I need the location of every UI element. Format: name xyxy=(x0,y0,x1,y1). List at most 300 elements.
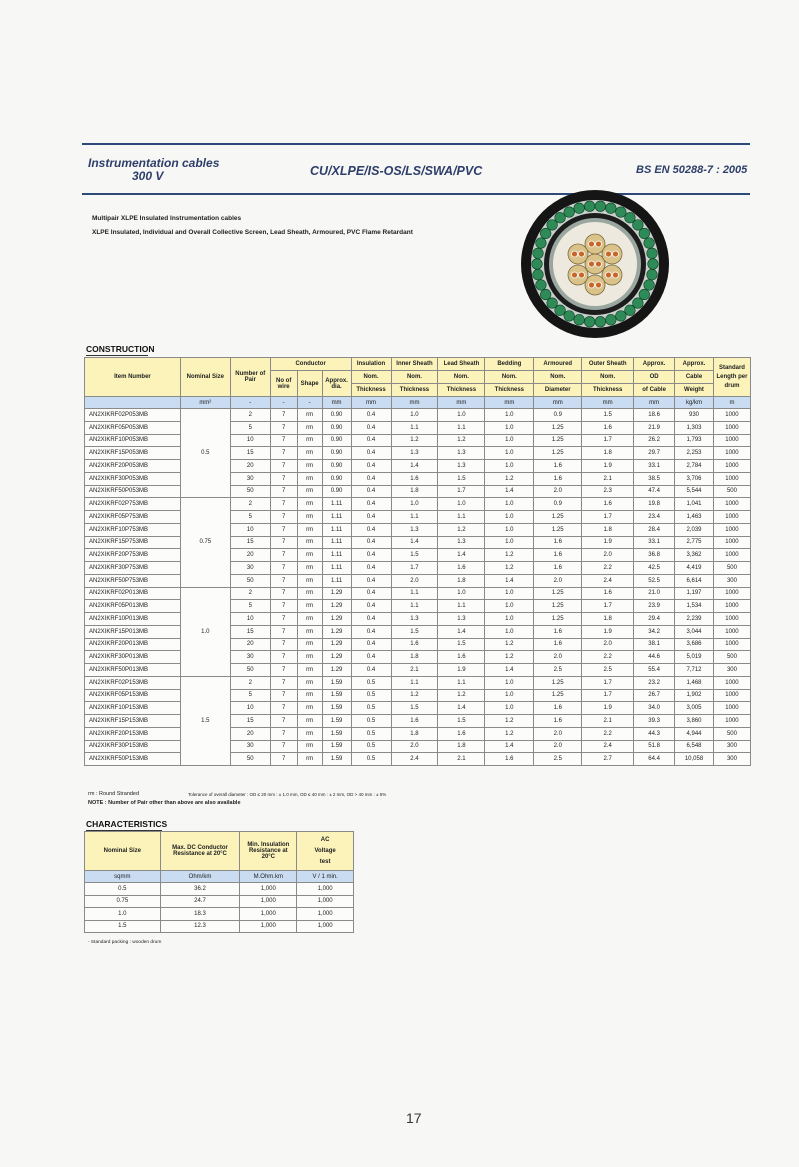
table-cell: 1000 xyxy=(713,600,750,613)
armour-wire xyxy=(606,314,617,325)
table-cell: 0.4 xyxy=(351,460,391,473)
table-cell: 1.0 xyxy=(485,447,534,460)
header-nom: Nom. xyxy=(391,371,438,384)
conductor-core xyxy=(596,282,602,288)
armour-wire xyxy=(574,203,585,214)
table-cell: 2.1 xyxy=(391,664,438,677)
table-cell: 0.5 xyxy=(351,753,391,766)
header-approx-od: Approx. xyxy=(634,358,675,371)
conductor-core xyxy=(613,272,619,278)
table-cell: 0.4 xyxy=(351,613,391,626)
table-cell: 2.5 xyxy=(582,664,634,677)
table-cell: 4,944 xyxy=(675,727,714,740)
table-cell: 1.9 xyxy=(582,625,634,638)
table-cell: 1.4 xyxy=(438,549,485,562)
table-cell: 44.3 xyxy=(634,727,675,740)
char-header-insulation-resistance: Min. Insulation Resistance at 20°C xyxy=(240,832,297,871)
table-cell: 5 xyxy=(230,421,270,434)
table-cell: 2 xyxy=(230,409,270,422)
table-cell: 0.4 xyxy=(351,625,391,638)
unit-cell: kg/km xyxy=(675,397,714,409)
table-cell: 1.2 xyxy=(485,715,534,728)
table-cell: 1.8 xyxy=(391,651,438,664)
table-cell: 33.1 xyxy=(634,536,675,549)
table-cell: rm xyxy=(297,409,322,422)
unit-cell: mm xyxy=(351,397,391,409)
table-cell: 1.6 xyxy=(582,498,634,511)
table-cell: rm xyxy=(297,421,322,434)
header-nom: Nom. xyxy=(351,371,391,384)
table-cell: 2.2 xyxy=(582,651,634,664)
table-cell: 2.0 xyxy=(391,574,438,587)
table-cell: 1.6 xyxy=(534,702,582,715)
header-approx-dia: Approx. dia. xyxy=(322,371,351,397)
table-cell: rm xyxy=(297,689,322,702)
table-cell: 20 xyxy=(230,727,270,740)
table-cell: 2.0 xyxy=(391,740,438,753)
table-cell: 1000 xyxy=(713,523,750,536)
table-cell: 30 xyxy=(230,740,270,753)
table-cell: 21.0 xyxy=(634,587,675,600)
table-cell: 1.2 xyxy=(391,434,438,447)
table-cell: 10 xyxy=(230,702,270,715)
table-row xyxy=(85,883,354,896)
table-cell: 1.7 xyxy=(582,511,634,524)
table-cell: 1,000 xyxy=(297,883,354,896)
table-cell: 2.2 xyxy=(582,727,634,740)
table-cell: 1.2 xyxy=(391,689,438,702)
table-cell: 7 xyxy=(270,447,297,460)
unit-cell: - xyxy=(270,397,297,409)
pair-core xyxy=(585,254,605,274)
table-cell: 1.11 xyxy=(322,549,351,562)
table-cell: 1,793 xyxy=(675,434,714,447)
table-cell: 1,000 xyxy=(240,920,297,933)
table-cell: 1.4 xyxy=(438,702,485,715)
unit-cell: m xyxy=(713,397,750,409)
table-cell: 0.4 xyxy=(351,485,391,498)
table-cell: 2.0 xyxy=(534,651,582,664)
table-cell: 1.59 xyxy=(322,702,351,715)
table-cell: 1000 xyxy=(713,689,750,702)
table-cell: 1.3 xyxy=(438,447,485,460)
table-cell: 1.3 xyxy=(438,536,485,549)
conductor-core xyxy=(579,272,585,278)
title-line-2: 300 V xyxy=(132,169,164,183)
table-cell: 1,303 xyxy=(675,421,714,434)
armour-wire xyxy=(616,311,627,322)
table-cell: 2.1 xyxy=(438,753,485,766)
table-cell: 0.4 xyxy=(351,498,391,511)
armour-wire xyxy=(584,316,595,327)
table-cell: 36.2 xyxy=(160,883,240,896)
table-cell: 1.3 xyxy=(391,613,438,626)
table-cell: 18.3 xyxy=(160,908,240,921)
table-cell: 2.3 xyxy=(582,485,634,498)
table-cell: 1000 xyxy=(713,498,750,511)
table-cell: rm xyxy=(297,447,322,460)
table-cell: rm xyxy=(297,434,322,447)
armour-wire xyxy=(595,316,606,327)
table-cell: 1.25 xyxy=(534,421,582,434)
table-cell: 1.1 xyxy=(391,676,438,689)
conductor-core xyxy=(589,282,595,288)
table-cell: 7 xyxy=(270,511,297,524)
table-cell: 1.1 xyxy=(391,511,438,524)
armour-wire xyxy=(644,238,655,249)
header-lead-sheath: Lead Sheath xyxy=(438,358,485,371)
unit-cell: mm xyxy=(391,397,438,409)
nominal-size-cell: 1.0 xyxy=(180,587,230,676)
table-cell: 47.4 xyxy=(634,485,675,498)
table-cell: 7 xyxy=(270,664,297,677)
table-cell: 7 xyxy=(270,613,297,626)
table-cell: AN2XIKRF50P153MB xyxy=(85,753,181,766)
table-cell: 1.2 xyxy=(485,472,534,485)
table-cell: rm xyxy=(297,511,322,524)
table-cell: 6,548 xyxy=(675,740,714,753)
characteristics-table-body xyxy=(85,883,354,933)
table-cell: AN2XIKRF15P013MB xyxy=(85,625,181,638)
table-cell: AN2XIKRF15P153MB xyxy=(85,715,181,728)
table-cell: 10 xyxy=(230,434,270,447)
table-cell: 0.4 xyxy=(351,409,391,422)
table-cell: 1.25 xyxy=(534,676,582,689)
table-row xyxy=(85,498,751,511)
armour-wire xyxy=(647,248,658,259)
table-cell: 1.0 xyxy=(485,498,534,511)
table-cell: 1.6 xyxy=(534,549,582,562)
table-cell: 0.5 xyxy=(351,740,391,753)
table-cell: 1.5 xyxy=(438,472,485,485)
table-cell: 500 xyxy=(713,651,750,664)
table-cell: rm xyxy=(297,613,322,626)
cable-family-title xyxy=(88,157,219,183)
table-cell: 1.0 xyxy=(485,676,534,689)
table-cell: 1.9 xyxy=(438,664,485,677)
table-cell: 1.11 xyxy=(322,536,351,549)
table-cell: 1.0 xyxy=(485,702,534,715)
table-cell: 1,041 xyxy=(675,498,714,511)
table-cell: 44.6 xyxy=(634,651,675,664)
table-cell: 1.2 xyxy=(485,727,534,740)
armour-wire xyxy=(595,201,606,212)
table-cell: 0.5 xyxy=(351,715,391,728)
table-cell: 1.1 xyxy=(438,421,485,434)
table-cell: 7 xyxy=(270,562,297,575)
table-cell: 1.29 xyxy=(322,613,351,626)
table-cell: AN2XIKRF50P013MB xyxy=(85,664,181,677)
table-cell: 1000 xyxy=(713,715,750,728)
table-cell: 1.25 xyxy=(534,434,582,447)
table-cell: AN2XIKRF50P753MB xyxy=(85,574,181,587)
table-cell: 33.1 xyxy=(634,460,675,473)
table-cell: 300 xyxy=(713,740,750,753)
table-cell: 1.0 xyxy=(438,498,485,511)
table-cell: 1.0 xyxy=(485,409,534,422)
char-unit-cell: Ohm/km xyxy=(160,871,240,883)
table-cell: AN2XIKRF20P053MB xyxy=(85,460,181,473)
table-cell: 1.29 xyxy=(322,600,351,613)
table-cell: 1.1 xyxy=(438,511,485,524)
table-cell: 1.59 xyxy=(322,740,351,753)
unit-cell: - xyxy=(230,397,270,409)
table-cell: rm xyxy=(297,727,322,740)
table-cell: AN2XIKRF15P753MB xyxy=(85,536,181,549)
table-cell: 3,005 xyxy=(675,702,714,715)
table-cell: rm xyxy=(297,498,322,511)
table-cell: 2.0 xyxy=(534,485,582,498)
table-cell: 0.4 xyxy=(351,651,391,664)
table-cell: 1.0 xyxy=(485,536,534,549)
table-cell: rm xyxy=(297,574,322,587)
table-cell: 2.5 xyxy=(534,664,582,677)
table-cell: AN2XIKRF10P153MB xyxy=(85,702,181,715)
table-cell: 300 xyxy=(713,574,750,587)
table-cell: 1.0 xyxy=(438,409,485,422)
unit-cell: mm xyxy=(485,397,534,409)
table-cell: 0.5 xyxy=(351,689,391,702)
table-cell: 1.0 xyxy=(438,587,485,600)
header-thickness: Thickness xyxy=(438,384,485,397)
table-cell: 1,000 xyxy=(240,908,297,921)
top-rule xyxy=(82,143,750,145)
table-cell: 5 xyxy=(230,511,270,524)
table-cell: 1.0 xyxy=(85,908,161,921)
unit-cell: mm xyxy=(438,397,485,409)
header-of-cable: of Cable xyxy=(634,384,675,397)
table-cell: AN2XIKRF02P153MB xyxy=(85,676,181,689)
standard-reference: BS EN 50288-7 : 2005 xyxy=(636,164,748,176)
table-cell: 1.3 xyxy=(391,523,438,536)
table-cell: AN2XIKRF30P153MB xyxy=(85,740,181,753)
construction-code: CU/XLPE/IS-OS/LS/SWA/PVC xyxy=(310,164,483,178)
char-header-ac-line3: test xyxy=(319,858,331,865)
table-cell: 1,000 xyxy=(297,908,354,921)
table-cell: 5,544 xyxy=(675,485,714,498)
table-cell: 1.0 xyxy=(391,409,438,422)
table-cell: 3,860 xyxy=(675,715,714,728)
characteristics-section-title: CHARACTERISTICS xyxy=(86,819,168,829)
table-cell: 1.59 xyxy=(322,753,351,766)
table-cell: 1000 xyxy=(713,472,750,485)
header-diameter: Diameter xyxy=(534,384,582,397)
char-unit-cell: sqmm xyxy=(85,871,161,883)
table-cell: 10 xyxy=(230,523,270,536)
header-bedding: Bedding xyxy=(485,358,534,371)
table-cell: 1.2 xyxy=(485,549,534,562)
table-cell: 0.4 xyxy=(351,587,391,600)
table-cell: 0.4 xyxy=(351,638,391,651)
table-cell: 42.5 xyxy=(634,562,675,575)
conductor-core xyxy=(572,251,578,257)
table-cell: 1.29 xyxy=(322,625,351,638)
table-cell: 34.0 xyxy=(634,702,675,715)
table-cell: 1.29 xyxy=(322,638,351,651)
table-cell: 0.90 xyxy=(322,447,351,460)
table-cell: 0.9 xyxy=(534,498,582,511)
table-cell: AN2XIKRF05P153MB xyxy=(85,689,181,702)
table-cell: 52.5 xyxy=(634,574,675,587)
table-cell: 1.4 xyxy=(391,460,438,473)
header-conductor: Conductor xyxy=(270,358,351,371)
table-cell: 3,362 xyxy=(675,549,714,562)
table-cell: 7 xyxy=(270,600,297,613)
nominal-size-cell: 0.5 xyxy=(180,409,230,498)
table-cell: 0.5 xyxy=(351,702,391,715)
table-cell: 1000 xyxy=(713,549,750,562)
table-cell: rm xyxy=(297,638,322,651)
standard-packing-note: - Standard packing : wooden drum xyxy=(88,940,162,945)
table-cell: 1.8 xyxy=(582,447,634,460)
table-cell: 3,686 xyxy=(675,638,714,651)
table-cell: 1.29 xyxy=(322,664,351,677)
table-cell: 300 xyxy=(713,664,750,677)
char-header-ac-line2: Voltage xyxy=(314,847,336,854)
table-cell: 1.2 xyxy=(485,651,534,664)
note-other-pairs: NOTE : Number of Pair other than above are also available xyxy=(88,800,241,806)
table-cell: 28.4 xyxy=(634,523,675,536)
table-cell: 1.3 xyxy=(438,613,485,626)
table-cell: 1.6 xyxy=(582,421,634,434)
table-cell: 1.6 xyxy=(534,472,582,485)
table-cell: 7 xyxy=(270,587,297,600)
table-cell: 23.2 xyxy=(634,676,675,689)
table-cell: 2.5 xyxy=(534,753,582,766)
table-cell: 7 xyxy=(270,676,297,689)
table-cell: AN2XIKRF20P753MB xyxy=(85,549,181,562)
table-cell: 26.7 xyxy=(634,689,675,702)
table-cell: AN2XIKRF02P753MB xyxy=(85,498,181,511)
table-cell: 18.6 xyxy=(634,409,675,422)
header-no-of-wire: No of wire xyxy=(270,371,297,397)
unit-cell: mm xyxy=(534,397,582,409)
table-cell: 500 xyxy=(713,562,750,575)
table-cell: 1.2 xyxy=(438,689,485,702)
table-cell: 1,000 xyxy=(297,895,354,908)
armour-wire xyxy=(564,207,575,218)
table-cell: 1.4 xyxy=(438,625,485,638)
table-cell: 1.11 xyxy=(322,523,351,536)
armour-wire xyxy=(648,259,659,270)
table-cell: 1.25 xyxy=(534,613,582,626)
table-cell: rm xyxy=(297,625,322,638)
table-cell: 7 xyxy=(270,651,297,664)
table-cell: 20 xyxy=(230,460,270,473)
table-cell: 1.6 xyxy=(391,638,438,651)
table-cell: 20 xyxy=(230,549,270,562)
table-cell: 1.6 xyxy=(534,536,582,549)
armour-wire xyxy=(532,259,543,270)
table-cell: 2.4 xyxy=(582,574,634,587)
header-outer-sheath: Outer Sheath xyxy=(582,358,634,371)
table-cell: 29.7 xyxy=(634,447,675,460)
table-cell: 1.6 xyxy=(438,727,485,740)
table-cell: AN2XIKRF30P753MB xyxy=(85,562,181,575)
table-cell: 0.4 xyxy=(351,549,391,562)
description xyxy=(92,212,413,240)
table-cell: 0.5 xyxy=(351,676,391,689)
table-cell: 0.4 xyxy=(351,434,391,447)
table-cell: 0.90 xyxy=(322,460,351,473)
header-number-of-pair: Number of Pair xyxy=(230,358,270,397)
table-cell: AN2XIKRF10P013MB xyxy=(85,613,181,626)
table-cell: 1.8 xyxy=(582,523,634,536)
table-cell: 1.11 xyxy=(322,562,351,575)
table-cell: 930 xyxy=(675,409,714,422)
table-cell: 1.1 xyxy=(391,587,438,600)
table-cell: 38.5 xyxy=(634,472,675,485)
table-cell: 51.8 xyxy=(634,740,675,753)
table-cell: 7 xyxy=(270,409,297,422)
table-cell: 30 xyxy=(230,562,270,575)
table-cell: AN2XIKRF02P053MB xyxy=(85,409,181,422)
table-cell: 7 xyxy=(270,625,297,638)
table-cell: 1,000 xyxy=(240,883,297,896)
armour-wire xyxy=(564,311,575,322)
table-cell: 23.9 xyxy=(634,600,675,613)
table-cell: 1.6 xyxy=(391,715,438,728)
note-round-stranded: rm : Round Stranded xyxy=(88,791,140,797)
table-cell: rm xyxy=(297,460,322,473)
table-cell: rm xyxy=(297,472,322,485)
nominal-size-cell: 1.5 xyxy=(180,676,230,765)
header-cable: Cable xyxy=(675,371,714,384)
table-cell: 1.6 xyxy=(534,715,582,728)
table-cell: 0.90 xyxy=(322,409,351,422)
table-cell: 7 xyxy=(270,727,297,740)
table-cell: 7 xyxy=(270,753,297,766)
table-cell: 7 xyxy=(270,549,297,562)
table-cell: 50 xyxy=(230,485,270,498)
table-cell: 5 xyxy=(230,689,270,702)
table-cell: 1.4 xyxy=(485,574,534,587)
armour-wire xyxy=(584,201,595,212)
table-cell: 1.25 xyxy=(534,511,582,524)
table-cell: 7,712 xyxy=(675,664,714,677)
unit-cell: mm xyxy=(582,397,634,409)
table-cell: AN2XIKRF50P053MB xyxy=(85,485,181,498)
table-cell: 1.0 xyxy=(485,421,534,434)
description-line-2: XLPE Insulated, Individual and Overall Collective Screen, Lead Sheath, Armoured, PVC Flame Retardant xyxy=(92,229,413,236)
table-cell: 2 xyxy=(230,676,270,689)
table-cell: 7 xyxy=(270,434,297,447)
char-unit-cell: M.Ohm.km xyxy=(240,871,297,883)
table-cell: rm xyxy=(297,562,322,575)
table-cell: 1.11 xyxy=(322,498,351,511)
units-blank xyxy=(85,397,181,409)
table-cell: 2.0 xyxy=(534,740,582,753)
units-row xyxy=(85,397,751,409)
char-header-ac-voltage xyxy=(297,832,354,871)
table-cell: rm xyxy=(297,600,322,613)
header-nom: Nom. xyxy=(582,371,634,384)
table-cell: 55.4 xyxy=(634,664,675,677)
table-cell: 1.5 xyxy=(582,409,634,422)
table-cell: 1.6 xyxy=(485,753,534,766)
table-cell: 2.1 xyxy=(582,472,634,485)
table-cell: 500 xyxy=(713,727,750,740)
table-cell: 1.6 xyxy=(534,625,582,638)
table-row xyxy=(85,908,354,921)
table-cell: 10 xyxy=(230,613,270,626)
table-cell: 1.4 xyxy=(485,485,534,498)
table-cell: 1.4 xyxy=(485,664,534,677)
armour-wire xyxy=(644,280,655,291)
header-armoured: Armoured xyxy=(534,358,582,371)
table-cell: 1.0 xyxy=(391,498,438,511)
header-insulation: Insulation xyxy=(351,358,391,371)
